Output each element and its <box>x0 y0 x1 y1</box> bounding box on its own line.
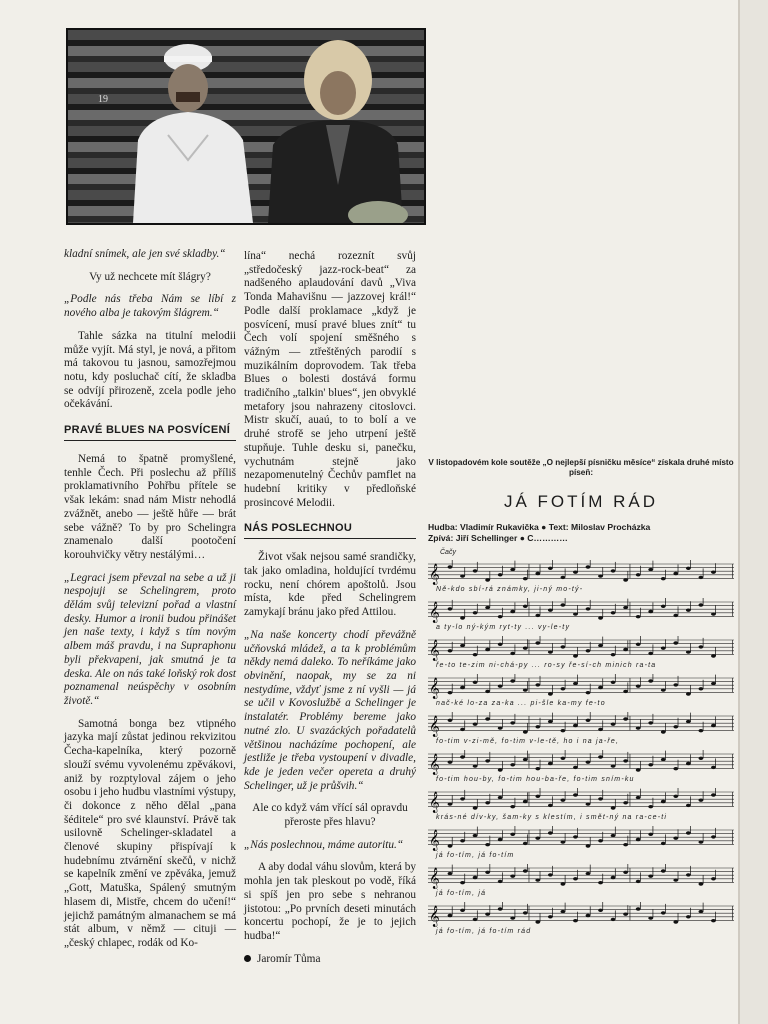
quote: „Legraci jsem převzal na sebe a už ji nespojuji se Schelingrem, proto dělám svůj televizní pořad a vlastní desky. Humor a ironii budou přinášet jen naše texty, i když s tím novým albem máš pravdu, i na Supraphonu byli překvapeni, jak smutná je ta deska. Ale on nás také loňský rok dost poznamenal neúspěchy v osobním životě.“ <box>64 571 236 707</box>
lyric-line: já fo-tím, já fo-tím rád <box>436 928 532 935</box>
music-staff <box>428 560 734 594</box>
page-edge <box>738 0 768 1024</box>
svg-text:𝄞: 𝄞 <box>429 868 440 889</box>
music-staff <box>428 826 734 860</box>
lyric-line: ře-to te-zim ni-chá-py ... ro-sy ře-sí-ch minich ra-ta <box>436 662 657 669</box>
music-staff <box>428 598 734 632</box>
lyric-line: nač-ké lo-za za-ka ... pi-šle ka-my fe-to <box>436 700 606 707</box>
paragraph: Nemá to špatně promyšlené, tenhle Čech. Při poslechu až příliš proklamativního Pohřbu přítele se však lekám: snad nám Mistr nehodlá zvážnět, anebo — ještě hůře — brát sebe vážně? To by pro Schelingra znamenalo další pootočení korouhvičky větry nestálými… <box>64 453 236 561</box>
paragraph: Tahle sázka na titulní melodii může vyjít. Má styl, je nová, a přitom má takovou tu jasnou, samozřejmou notu, kdy posluchač cítí, že skladba se odvíjí přirozeně, zcela podle jeho očekávání. <box>64 329 236 411</box>
band-photo <box>66 28 426 225</box>
paragraph: A aby dodal váhu slovům, která by mohla jen tak pleskout po vodě, říká si spíš jen pro sebe s nehranou jistotou: „Po prvních deseti minutách koncertu pochopí, že je to jejich hudba!“ <box>244 861 416 942</box>
quote: „Podle nás třeba Nám se líbí z nového alba je takovým šlágrem.“ <box>64 293 236 320</box>
lyric-line: já fo-tím, já fo-tím <box>436 852 515 859</box>
music-staff <box>428 902 734 936</box>
music-staff <box>428 788 734 822</box>
music-staff <box>428 864 734 898</box>
lyric-line: fo-tim hou-by, fo-tim hou-ba-ře, fo-tim sním-ku <box>436 776 635 783</box>
svg-text:𝄞: 𝄞 <box>429 564 440 585</box>
lyric-line: krás-né dív-ky, šam-ky s klestím, i smět-ný na ra-ce-ti <box>436 814 668 821</box>
paragraph: Samotná bonga bez vtipného jazyka mají zůstat jedinou rekvizitou Čecha-kapelníka, který pozorně slouží svému vyvolenému zpěvákovi, aniž by rozptyloval zájem o jeho osobu i jeho hudbu vlastními výstupy, či dokonce z něho dělal „pana šéditele“ pro své klaunství. Právě tak usilovně Schelinger-skladatel a členové skupiny přispívají k hudebnímu ztvárnění skečů, v nichž se kapelník změní ve zpěváka, jemuž „Gott, Matuška, Spálený smutným hlasem di, Mistře, chcem do učení!“ jejichž památným almanachem se má stát album, v němž — cituji — „český chlapec, rodák od Ko- <box>64 717 236 949</box>
lyric-line: Ně-kdo sbí-rá známky, ji-ný mo-tý- <box>436 586 584 593</box>
svg-text:𝄞: 𝄞 <box>429 602 440 623</box>
music-staff <box>428 636 734 670</box>
article-column-1 <box>64 248 236 960</box>
svg-text:𝄞: 𝄞 <box>429 716 440 737</box>
photo-marker: 19 <box>98 94 108 105</box>
section-heading: NÁS POSLECHNOU <box>244 522 416 539</box>
quote: „Nás poslechnou, máme autoritu.“ <box>244 838 404 851</box>
section-heading: PRAVÉ BLUES NA POSVÍCENÍ <box>64 424 236 441</box>
lyric-line: já fo-tím, já <box>436 890 487 897</box>
svg-text:𝄞: 𝄞 <box>429 678 440 699</box>
svg-text:𝄞: 𝄞 <box>429 754 440 775</box>
song-sheet <box>428 458 734 936</box>
question: Ale co když vám vřící sál opravdu přeroste přes hlavu? <box>252 802 408 829</box>
lyric-line: a ty-lo ný-kým ryt-ty ... vy-le-ty <box>436 624 571 631</box>
song-credits-1: Hudba: Vladimír Rukavička ● Text: Miloslav Procházka <box>428 522 651 532</box>
contest-caption: V listopadovém kole soutěže „O nejlepší písničku měsíce“ získala druhé místo píseň: <box>428 458 734 477</box>
song-title: JÁ FOTÍM RÁD <box>503 492 659 511</box>
author-name: Jaromír Tůma <box>257 952 321 965</box>
musician-left-image <box>128 40 258 223</box>
svg-text:𝄞: 𝄞 <box>429 830 440 851</box>
svg-text:𝄞: 𝄞 <box>429 640 440 661</box>
article-column-2 <box>244 250 416 966</box>
tempo-marking: Čačy <box>440 549 456 556</box>
music-staff <box>428 712 734 746</box>
music-staff <box>428 674 734 708</box>
byline <box>244 953 416 967</box>
musician-right-image <box>258 35 408 223</box>
question: Vy už nechcete mít šlágry? <box>89 270 211 283</box>
lyric-line: fo-tim v-zi-mě, fo-tim v-le-tě, ho i na ja-ře, <box>436 738 620 745</box>
paragraph: lína“ nechá rozeznít svůj „středočeský jazz-rock-beat“ za nadšeného aplaudování davů „Viva Tonda Mahavišnu — jazzovej král!“ Podle další proklamace „když je posvícení, musí pravé blues znít“ tu Čech volí spojení směšného s vážným — ztřeštěných parodií s muzikálním doprovodem. Tak třeba Blues o bolesti dostává formu tradičního „talkin' blues“, jen obvyklé metafory jsou nahrazeny citoslovci. Mistr skučí, auaú, to to bolí a ve druhé strofě se jeho utrpení ještě stupňuje. Tuhle desku si, panečku, vychutnám stejně jako nezapomenutelný Čechův pamflet na hudební kritiky v předloňské prosincové Melodii. <box>244 250 416 509</box>
svg-text:𝄞: 𝄞 <box>429 906 440 927</box>
song-credits-2: Zpívá: Jiří Schellinger ● C………… <box>428 533 568 543</box>
paragraph: Život však nejsou samé srandičky, tak jako omladina, holdující tvrdému rocku, není chórem apoštolů. Jsou místa, kde před Schelingrem zamykají bránu jako před Attilou. <box>244 551 416 619</box>
music-staff <box>428 750 734 784</box>
svg-text:𝄞: 𝄞 <box>429 792 440 813</box>
quote: „Na naše koncerty chodí převážně učňovská mládež, a ta k problémům někdy nemá daleko. To neříkáme jako obvinění, naopak, my se za ni nestydíme, vždyť jsme z ní vyšli — já se učil v Kovoslužbě a Schelinger je instalatér. Problémy bereme jako nutné zlo. U svazáckých pořadatelů většinou nacházíme pochopení, ale jestliže je třeba vystoupení v divadle, kde je jeden večer opereta a druhý Schelinger, už je průšvih.“ <box>244 628 416 792</box>
paragraph: kladní snímek, ale jen své skladby.“ <box>64 248 226 260</box>
